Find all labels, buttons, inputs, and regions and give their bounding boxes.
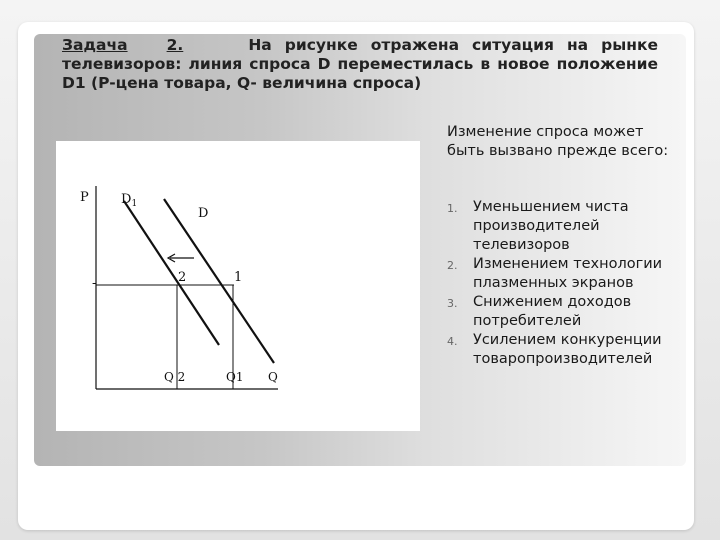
task-label: Задача [62, 36, 128, 54]
task-title [62, 36, 658, 93]
demand-curve-d1 [124, 201, 219, 345]
option-text: Снижением доходов потребителей [473, 294, 632, 329]
demand-shift-diagram [56, 141, 420, 431]
point-1-label: 1 [234, 270, 243, 285]
diagram-svg [56, 141, 420, 431]
answer-option[interactable] [447, 255, 687, 293]
curve-d1-label: $D_1$ [121, 192, 138, 209]
option-number: 1. [447, 202, 458, 215]
answer-options-list [447, 198, 687, 369]
axis-y-label: P [80, 190, 89, 205]
option-number: 4. [447, 335, 458, 348]
option-number: 3. [447, 297, 458, 310]
curve-d-label: D [198, 206, 209, 221]
price-tick-label: - [92, 276, 97, 291]
q1-label: Q1 [226, 370, 244, 384]
option-number: 2. [447, 259, 458, 272]
point-2-label: 2 [178, 270, 187, 285]
question-text: Изменение спроса может быть вызвано прежде всего: [447, 124, 669, 159]
answer-option[interactable] [447, 198, 687, 255]
option-text: Усилением конкуренции товаропроизводителей [473, 332, 662, 367]
answer-option[interactable] [447, 293, 687, 331]
answer-option[interactable] [447, 331, 687, 369]
option-text: Уменьшением чиста производителей телевизоров [473, 199, 629, 253]
task-text: На рисунке отражена ситуация на рынке телевизоров: линия спроса D переместилась в новое положение D1 (P-цена товара, Q- величина спроса) [62, 36, 658, 92]
q2-label: Q 2 [164, 370, 186, 384]
task-number: 2. [166, 36, 184, 54]
option-text: Изменением технологии плазменных экранов [473, 256, 663, 291]
axis-x-label: Q [268, 370, 278, 384]
